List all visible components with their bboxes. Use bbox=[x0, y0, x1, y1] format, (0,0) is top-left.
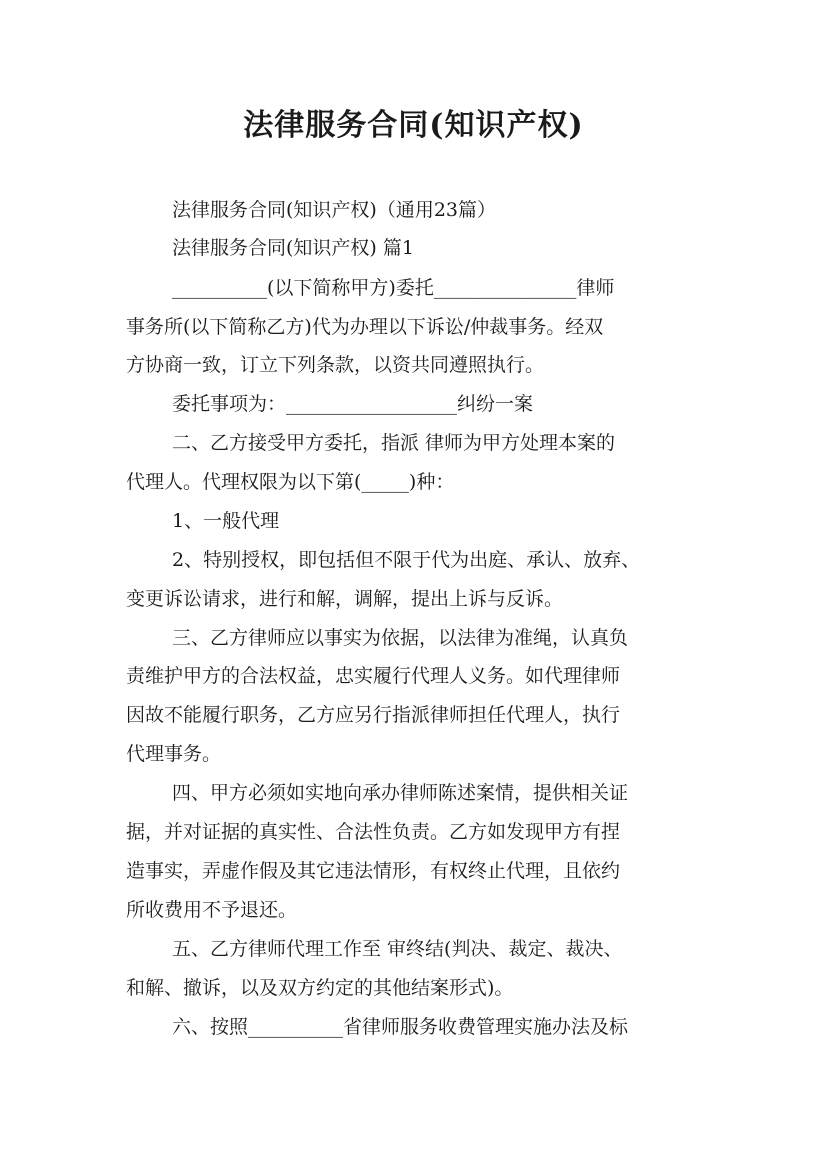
text-line: 二、乙方接受甲方委托，指派 律师为甲方处理本案的 bbox=[172, 432, 616, 454]
text-line: 法律服务合同(知识产权) 篇1 bbox=[172, 237, 414, 259]
text-line: 责维护甲方的合法权益，忠实履行代理人义务。如代理律师 bbox=[126, 665, 621, 687]
document-title: 法律服务合同(知识产权) bbox=[243, 108, 584, 143]
text-line: 方协商一致，订立下列条款，以资共同遵照执行。 bbox=[126, 354, 545, 376]
text-line: 代理人。代理权限为以下第(_____)种： bbox=[126, 471, 455, 493]
text-line: 2、特别授权，即包括但不限于代为出庭、承认、放弃、 bbox=[172, 549, 641, 571]
text-line: 和解、撤诉，以及双方约定的其他结案形式)。 bbox=[126, 977, 514, 999]
text-line: 造事实，弄虚作假及其它违法情形，有权终止代理，且依约 bbox=[126, 860, 621, 882]
text-line: 五、乙方律师代理工作至 审终结(判决、裁定、裁决、 bbox=[172, 938, 623, 960]
text-line: 委托事项为：__________________纠纷一案 bbox=[172, 393, 534, 415]
text-line: 代理事务。 bbox=[126, 743, 222, 765]
text-line: 1、一般代理 bbox=[172, 510, 280, 532]
text-line: __________(以下简称甲方)委托_______________律师 bbox=[172, 277, 615, 299]
text-line: 据，并对证据的真实性、合法性负责。乙方如发现甲方有捏 bbox=[126, 821, 621, 843]
text-line: 事务所(以下简称乙方)代为办理以下诉讼/仲裁事务。经双 bbox=[126, 316, 604, 338]
text-line: 变更诉讼请求，进行和解，调解，提出上诉与反诉。 bbox=[126, 588, 564, 610]
text-line: 三、乙方律师应以事实为依据，以法律为准绳，认真负 bbox=[172, 627, 629, 649]
text-line: 因故不能履行职务，乙方应另行指派律师担任代理人，执行 bbox=[126, 704, 621, 726]
text-line: 四、甲方必须如实地向承办律师陈述案情，提供相关证 bbox=[172, 782, 629, 804]
text-line: 法律服务合同(知识产权)（通用23篇） bbox=[172, 199, 497, 221]
text-line: 六、按照__________省律师服务收费管理实施办法及标 bbox=[172, 1016, 629, 1038]
text-line: 所收费用不予退还。 bbox=[126, 899, 298, 921]
